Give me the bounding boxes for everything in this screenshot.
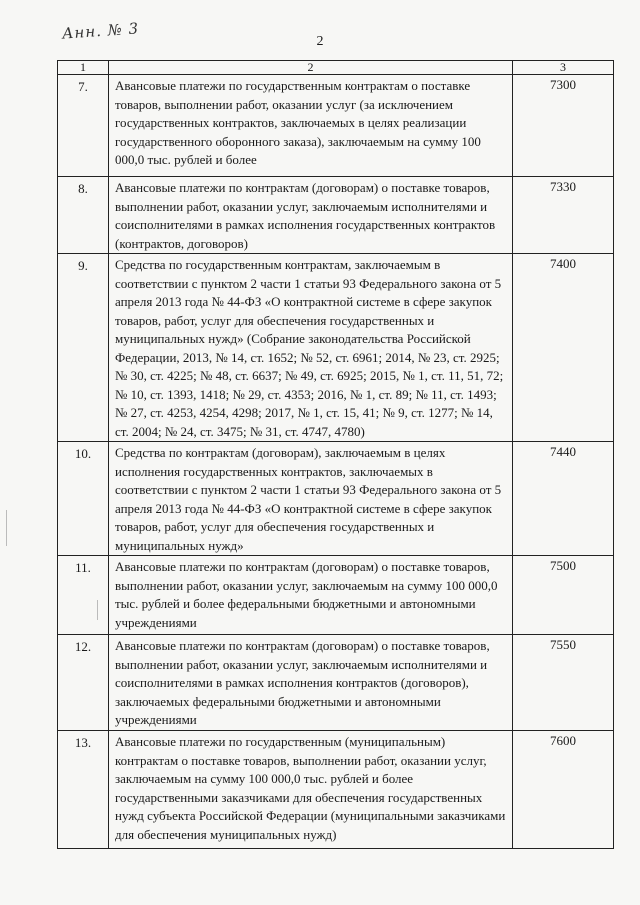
row-description: Средства по государственным контрактам, заключаемым в соответствии с пунктом 2 части 1 статьи 93 Федерального закона от 5 апреля 2013 года № 44-ФЗ «О контрактной системе в сфере закупок товаров, работ, услуг для обеспечения государственных и муниципальных нужд» (Собрание законодательства Российской Федерации, 2013, № 14, ст. 1652; № 52, ст. 6961; 2014, № 23, ст. 2925; № 30, ст. 4225; № 48, ст. 6637; № 49, ст. 6925; 2015, № 1, ст. 11, 51, 72; № 10, ст. 1393, 1418; № 29, ст. 4353; 2016, № 1, ст. 89; № 11, ст. 1493; № 27, ст. 4253, 4254, 4298; 2017, № 1, ст. 15, 41; № 9, ст. 1277; № 14, ст. 2004; № 24, ст. 3475; № 31, ст. 4747, 4780): [109, 254, 513, 442]
table-row: [58, 731, 614, 849]
row-description: Авансовые платежи по государственным контрактам о поставке товаров, выполнении работ, оказании услуг (за исключением государственных контрактов, заключаемых в целях реализации государственного оборонного заказа), заключаемым на сумму 100 000,0 тыс. рублей и более: [109, 75, 513, 177]
row-code: 7330: [513, 177, 614, 254]
row-code: 7440: [513, 442, 614, 556]
column-header: 3: [513, 61, 614, 75]
row-description: Авансовые платежи по контрактам (договорам) о поставке товаров, выполнении работ, оказании услуг, заключаемым исполнителями и соисполнителями в рамках исполнения государственных контрактов (контрактов, договоров): [109, 177, 513, 254]
table-row: [58, 177, 614, 254]
row-code: 7600: [513, 731, 614, 849]
codes-table: [57, 60, 614, 849]
table-row: [58, 442, 614, 556]
row-description: Авансовые платежи по государственным (муниципальным) контрактам о поставке товаров, выполнении работ, оказании услуг, заключаемым на сумму 100 000,0 тыс. рублей и более государственными заказчиками для обеспечения государственных нужд субъекта Российской Федерации (муниципальными заказчиками для обеспечения муниципальных нужд): [109, 731, 513, 849]
row-code: 7550: [513, 635, 614, 731]
table-row: [58, 635, 614, 731]
row-number: 11.: [58, 556, 109, 635]
row-number: 13.: [58, 731, 109, 849]
row-code: 7400: [513, 254, 614, 442]
row-description: Средства по контрактам (договорам), заключаемым в целях исполнения государственных контрактов, заключаемых в соответствии с пунктом 2 части 1 статьи 93 Федерального закона от 5 апреля 2013 года № 44-ФЗ «О контрактной системе в сфере закупок товаров, работ, услуг для обеспечения государственных и муниципальных нужд»: [109, 442, 513, 556]
row-number: 12.: [58, 635, 109, 731]
margin-mark: [6, 510, 7, 546]
row-description: Авансовые платежи по контрактам (договорам) о поставке товаров, выполнении работ, оказании услуг, заключаемым исполнителями и соисполнителями в рамках исполнения контрактов (договоров), заключаемых федеральными бюджетными и автономными учреждениями: [109, 635, 513, 731]
column-header: 1: [58, 61, 109, 75]
row-number: 10.: [58, 442, 109, 556]
handwritten-annotation: Анн. № 3: [61, 19, 140, 43]
row-number: 9.: [58, 254, 109, 442]
page-number: 2: [316, 34, 324, 49]
header-row: [58, 61, 614, 75]
row-description: Авансовые платежи по контрактам (договорам) о поставке товаров, выполнении работ, оказании услуг, заключаемым на сумму 100 000,0 тыс. рублей и более федеральными бюджетными и автономными учреждениями: [109, 556, 513, 635]
table-row: [58, 556, 614, 635]
row-number: 8.: [58, 177, 109, 254]
column-header: 2: [109, 61, 513, 75]
table-row: [58, 75, 614, 177]
row-code: 7300: [513, 75, 614, 177]
row-code: 7500: [513, 556, 614, 635]
table-row: [58, 254, 614, 442]
row-number: 7.: [58, 75, 109, 177]
